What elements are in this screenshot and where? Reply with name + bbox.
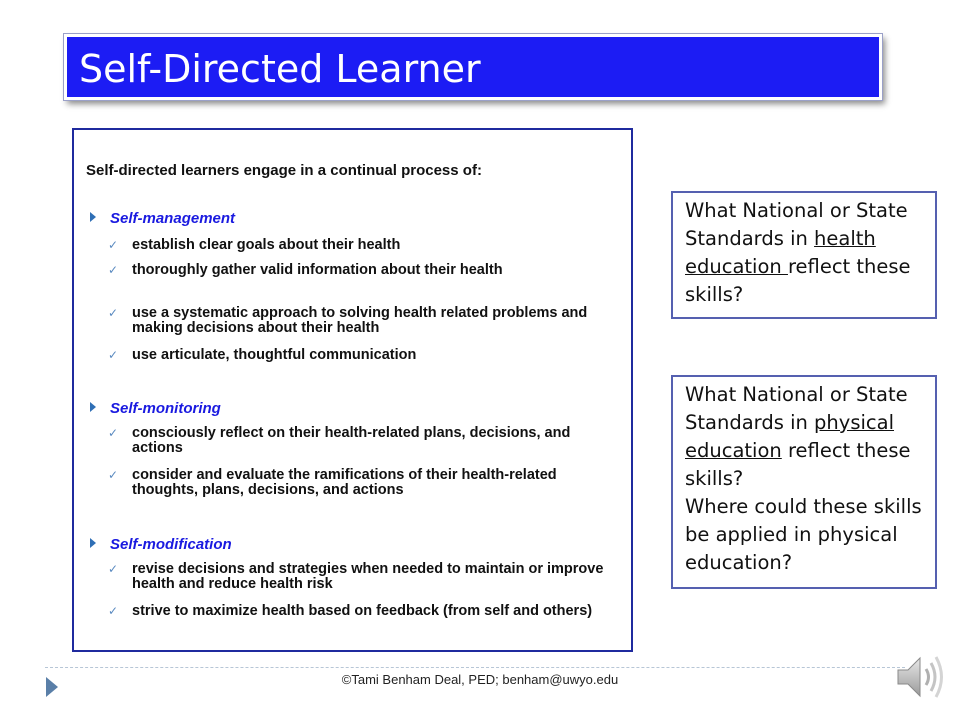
- intro-text: Self-directed learners engage in a continual process of:: [86, 162, 482, 179]
- list-item: ✓ consider and evaluate the ramifications of their health-related thoughts, plans, decisions, and actions: [108, 467, 557, 498]
- checkmark-icon: ✓: [108, 604, 119, 618]
- section-heading-self-modification: Self-modification: [90, 536, 232, 553]
- checkmark-icon: ✓: [108, 238, 119, 252]
- slide-title: Self-Directed Learner: [79, 47, 481, 91]
- checkmark-icon: ✓: [108, 263, 119, 277]
- question-box-physical: What National or State Standards in physical education reflect these skills? Where could these skills be applied in physical education?: [671, 375, 937, 589]
- list-item: ✓ use articulate, thoughtful communication: [108, 347, 417, 363]
- checkmark-icon: ✓: [108, 468, 119, 482]
- footer-credit: ©Tami Benham Deal, PED; benham@uwyo.edu: [341, 672, 619, 687]
- section-heading-self-monitoring: Self-monitoring: [90, 400, 221, 417]
- footer-divider: [45, 667, 905, 668]
- list-item: ✓ establish clear goals about their health: [108, 237, 401, 253]
- list-item: ✓ thoroughly gather valid information about their health: [108, 262, 503, 278]
- speaker-icon[interactable]: [896, 652, 944, 702]
- section-heading-self-management: Self-management: [90, 210, 235, 227]
- list-item: ✓ use a systematic approach to solving health related problems and making decisions about their health: [108, 305, 588, 336]
- triangle-bullet-icon: [90, 212, 96, 222]
- question-box-health: What National or State Standards in health education reflect these skills?: [671, 191, 937, 319]
- triangle-bullet-icon: [90, 538, 96, 548]
- checkmark-icon: ✓: [108, 562, 119, 576]
- content-box: [72, 128, 633, 652]
- checkmark-icon: ✓: [108, 348, 119, 362]
- list-item: ✓ strive to maximize health based on feedback (from self and others): [108, 603, 593, 619]
- list-item: ✓ revise decisions and strategies when needed to maintain or improve health and reduce health risk: [108, 561, 604, 592]
- checkmark-icon: ✓: [108, 426, 119, 440]
- triangle-bullet-icon: [90, 402, 96, 412]
- list-item: ✓ consciously reflect on their health-related plans, decisions, and actions: [108, 425, 571, 456]
- slide-title-bar: [64, 34, 882, 100]
- checkmark-icon: ✓: [108, 306, 119, 320]
